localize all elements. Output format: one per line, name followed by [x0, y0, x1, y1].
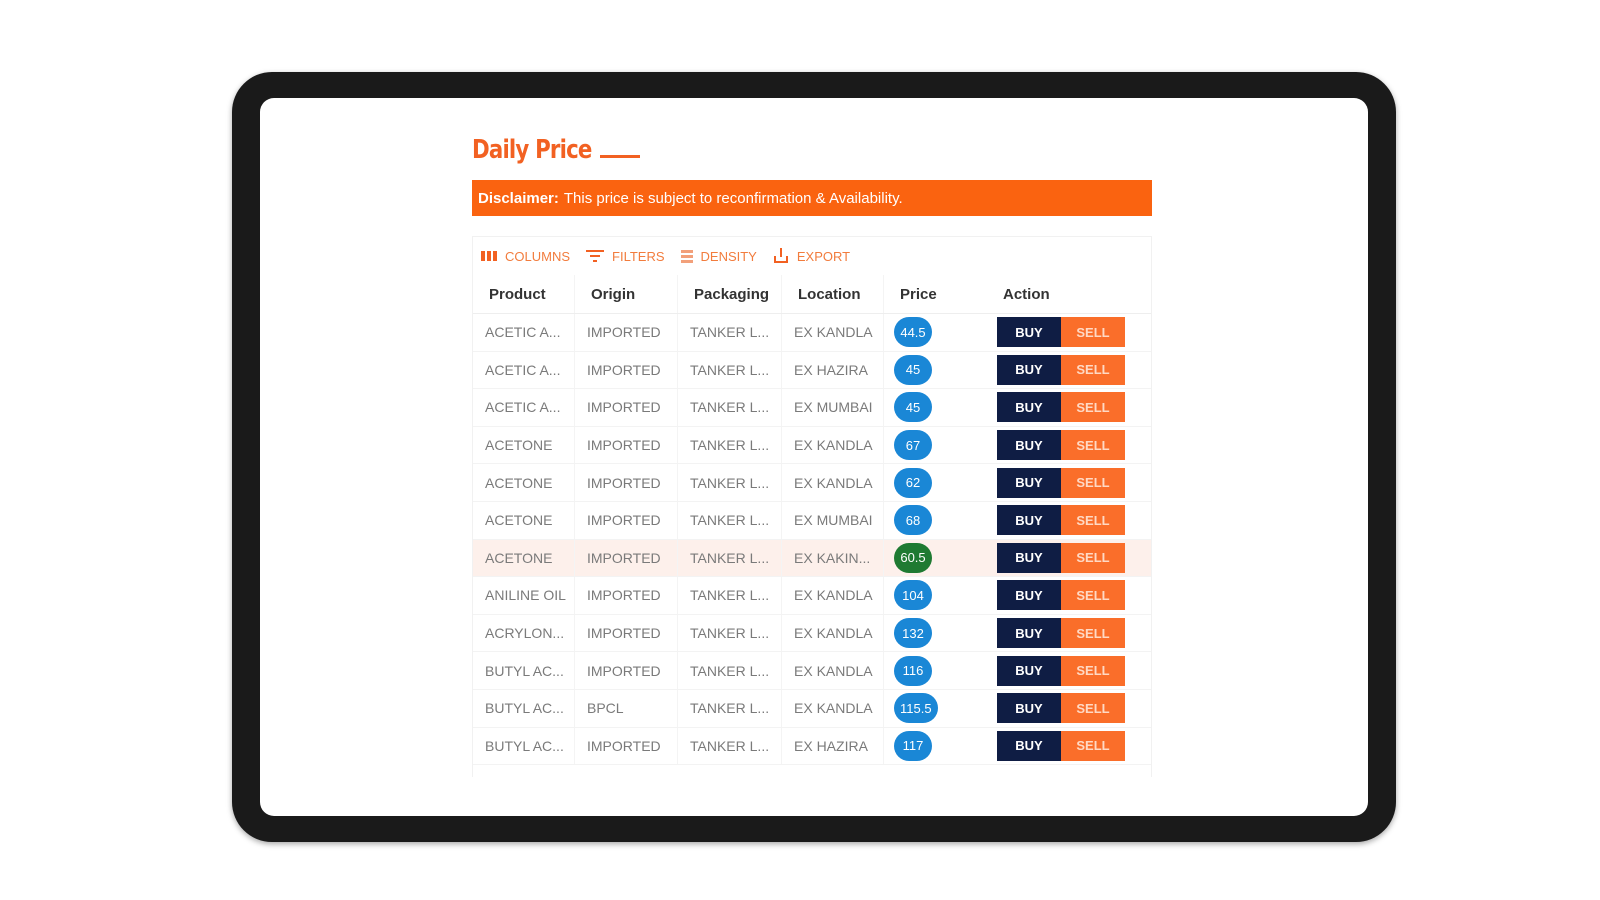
cell-product: BUTYL AC...	[473, 690, 575, 727]
header-price[interactable]: Price	[900, 285, 937, 303]
buy-button[interactable]: BUY	[997, 392, 1061, 422]
table-body	[473, 314, 1151, 765]
tablet-screen	[260, 98, 1368, 816]
cell-price	[884, 540, 987, 577]
title-underline	[600, 155, 640, 158]
cell-action	[987, 464, 1147, 501]
table-row[interactable]	[473, 728, 1151, 766]
cell-location: EX HAZIRA	[782, 352, 884, 389]
buy-button[interactable]: BUY	[997, 468, 1061, 498]
cell-packaging: TANKER L...	[678, 615, 782, 652]
header-action: Action	[1003, 285, 1050, 303]
cell-product: ACETONE	[473, 540, 575, 577]
cell-product: ACETONE	[473, 427, 575, 464]
cell-location: EX KANDLA	[782, 652, 884, 689]
cell-origin: IMPORTED	[575, 352, 678, 389]
price-badge: 116	[894, 656, 932, 686]
sell-button[interactable]: SELL	[1061, 618, 1125, 648]
cell-origin: IMPORTED	[575, 615, 678, 652]
cell-product: ACETONE	[473, 502, 575, 539]
buy-button[interactable]: BUY	[997, 543, 1061, 573]
table-row[interactable]	[473, 464, 1151, 502]
cell-price	[884, 427, 987, 464]
price-badge: 62	[894, 468, 932, 498]
price-grid	[472, 236, 1152, 777]
export-icon	[773, 248, 789, 264]
cell-price	[884, 352, 987, 389]
export-button[interactable]	[773, 248, 850, 264]
cell-location: EX KAKIN...	[782, 540, 884, 577]
columns-icon	[481, 249, 497, 263]
table-row[interactable]	[473, 502, 1151, 540]
cell-action	[987, 690, 1147, 727]
cell-product: ACETIC A...	[473, 389, 575, 426]
cell-product: BUTYL AC...	[473, 728, 575, 765]
header-packaging[interactable]: Packaging	[678, 275, 782, 313]
cell-price	[884, 652, 987, 689]
cell-location: EX KANDLA	[782, 314, 884, 351]
cell-origin: IMPORTED	[575, 728, 678, 765]
table-row[interactable]	[473, 352, 1151, 390]
buy-button[interactable]: BUY	[997, 693, 1061, 723]
cell-action	[987, 728, 1147, 765]
cell-packaging: TANKER L...	[678, 577, 782, 614]
cell-product: ACETIC A...	[473, 314, 575, 351]
cell-product: ACRYLON...	[473, 615, 575, 652]
cell-location: EX MUMBAI	[782, 502, 884, 539]
cell-packaging: TANKER L...	[678, 389, 782, 426]
disclaimer-label: Disclaimer:	[478, 189, 559, 207]
table-row[interactable]	[473, 540, 1151, 578]
cell-packaging: TANKER L...	[678, 652, 782, 689]
columns-label: COLUMNS	[505, 248, 571, 264]
cell-packaging: TANKER L...	[678, 540, 782, 577]
cell-origin: BPCL	[575, 690, 678, 727]
cell-price	[884, 577, 987, 614]
table-row[interactable]	[473, 427, 1151, 465]
cell-location: EX KANDLA	[782, 427, 884, 464]
cell-location: EX HAZIRA	[782, 728, 884, 765]
table-row[interactable]	[473, 615, 1151, 653]
cell-packaging: TANKER L...	[678, 690, 782, 727]
cell-product: ACETIC A...	[473, 352, 575, 389]
cell-price	[884, 389, 987, 426]
sell-button[interactable]: SELL	[1061, 468, 1125, 498]
cell-action	[987, 652, 1147, 689]
cell-origin: IMPORTED	[575, 577, 678, 614]
buy-button[interactable]: BUY	[997, 618, 1061, 648]
cell-origin: IMPORTED	[575, 652, 678, 689]
cell-action	[987, 577, 1147, 614]
price-badge: 60.5	[894, 543, 932, 573]
cell-price	[884, 464, 987, 501]
cell-location: EX KANDLA	[782, 690, 884, 727]
cell-action	[987, 389, 1147, 426]
filters-label: FILTERS	[612, 248, 665, 264]
grid-toolbar	[473, 237, 1151, 275]
cell-packaging: TANKER L...	[678, 502, 782, 539]
price-badge: 68	[894, 505, 932, 535]
cell-price	[884, 314, 987, 351]
cell-location: EX KANDLA	[782, 615, 884, 652]
disclaimer-text: This price is subject to reconfirmation & Availability.	[563, 189, 903, 207]
price-badge: 44.5	[894, 317, 932, 347]
columns-button[interactable]	[481, 249, 570, 264]
cell-action	[987, 352, 1147, 389]
buy-button[interactable]: BUY	[997, 656, 1061, 686]
price-badge: 132	[894, 618, 932, 648]
price-badge: 45	[894, 392, 932, 422]
buy-button[interactable]: BUY	[997, 505, 1061, 535]
price-badge: 104	[894, 580, 932, 610]
density-button[interactable]	[681, 249, 757, 264]
cell-packaging: TANKER L...	[678, 427, 782, 464]
buy-button[interactable]: BUY	[997, 430, 1061, 460]
tablet-frame	[232, 72, 1396, 842]
filters-button[interactable]	[586, 249, 665, 264]
cell-price	[884, 615, 987, 652]
price-badge: 115.5	[894, 693, 938, 723]
price-badge: 45	[894, 355, 932, 385]
sell-button[interactable]: SELL	[1061, 731, 1125, 761]
cell-packaging: TANKER L...	[678, 464, 782, 501]
cell-origin: IMPORTED	[575, 464, 678, 501]
header-location[interactable]: Location	[782, 275, 884, 313]
cell-action	[987, 502, 1147, 539]
cell-origin: IMPORTED	[575, 389, 678, 426]
cell-packaging: TANKER L...	[678, 314, 782, 351]
cell-location: EX MUMBAI	[782, 389, 884, 426]
table-header	[473, 275, 1151, 314]
header-origin[interactable]: Origin	[575, 275, 678, 313]
sell-button[interactable]: SELL	[1061, 355, 1125, 385]
filter-icon	[586, 249, 604, 263]
sell-button[interactable]: SELL	[1061, 430, 1125, 460]
page-title: Daily Price	[472, 135, 592, 165]
sell-button[interactable]: SELL	[1061, 580, 1125, 610]
cell-origin: IMPORTED	[575, 314, 678, 351]
table-row[interactable]	[473, 314, 1151, 352]
sell-button[interactable]: SELL	[1061, 693, 1125, 723]
sell-button[interactable]: SELL	[1061, 317, 1125, 347]
disclaimer-banner	[472, 180, 1152, 216]
sell-button[interactable]: SELL	[1061, 543, 1125, 573]
cell-origin: IMPORTED	[575, 502, 678, 539]
sell-button[interactable]: SELL	[1061, 656, 1125, 686]
cell-action	[987, 427, 1147, 464]
export-label: EXPORT	[796, 248, 851, 264]
cell-action	[987, 615, 1147, 652]
header-product[interactable]: Product	[473, 275, 575, 313]
cell-product: ANILINE OIL	[473, 577, 575, 614]
cell-location: EX KANDLA	[782, 577, 884, 614]
cell-packaging: TANKER L...	[678, 352, 782, 389]
cell-product: BUTYL AC...	[473, 652, 575, 689]
buy-button[interactable]: BUY	[997, 731, 1061, 761]
price-badge: 67	[894, 430, 932, 460]
cell-product: ACETONE	[473, 464, 575, 501]
cell-price	[884, 502, 987, 539]
daily-price-section	[472, 128, 1152, 777]
cell-location: EX KANDLA	[782, 464, 884, 501]
table-row[interactable]	[473, 577, 1151, 615]
buy-button[interactable]: BUY	[997, 580, 1061, 610]
title-row	[472, 128, 1152, 172]
density-icon	[681, 249, 693, 263]
table-row[interactable]	[473, 389, 1151, 427]
cell-packaging: TANKER L...	[678, 728, 782, 765]
cell-origin: IMPORTED	[575, 540, 678, 577]
sell-button[interactable]: SELL	[1061, 505, 1125, 535]
sell-button[interactable]: SELL	[1061, 392, 1125, 422]
buy-button[interactable]: BUY	[997, 317, 1061, 347]
cell-action	[987, 540, 1147, 577]
cell-action	[987, 314, 1147, 351]
density-label: DENSITY	[700, 248, 757, 264]
buy-button[interactable]: BUY	[997, 355, 1061, 385]
cell-origin: IMPORTED	[575, 427, 678, 464]
price-badge: 117	[894, 731, 932, 761]
cell-price	[884, 690, 987, 727]
cell-price	[884, 728, 987, 765]
table-row[interactable]	[473, 690, 1151, 728]
table-row[interactable]	[473, 652, 1151, 690]
